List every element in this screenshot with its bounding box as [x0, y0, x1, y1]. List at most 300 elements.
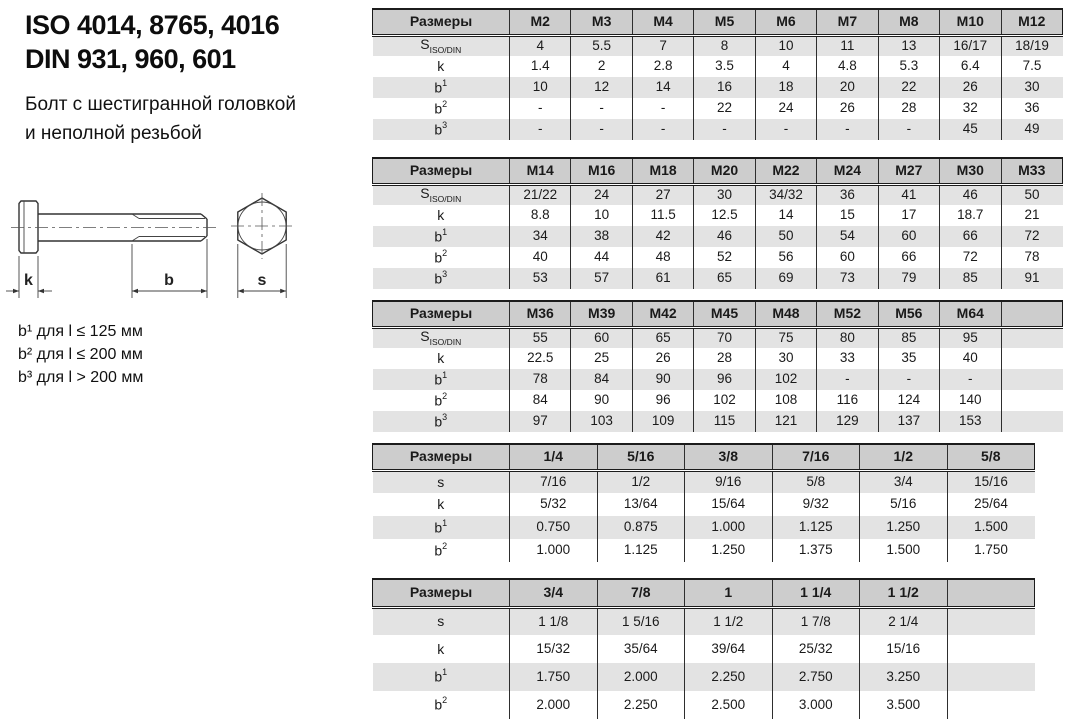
- row-label-superscript: 2: [442, 390, 448, 401]
- sizes-header-cell: Размеры: [373, 579, 510, 607]
- size-column-header: M27: [878, 158, 939, 184]
- dimension-value-cell: 11: [817, 35, 878, 56]
- size-column-header: M56: [878, 301, 939, 327]
- dimension-value-cell: 5/8: [772, 470, 860, 493]
- dimension-value-cell: 27: [632, 184, 693, 205]
- dimension-value-cell: 0.750: [510, 516, 598, 539]
- sizes-header-cell: Размеры: [373, 444, 510, 470]
- row-label-superscript: 1: [442, 667, 448, 678]
- dimension-value-cell: 20: [817, 77, 878, 98]
- s-arrow-right: [280, 289, 286, 294]
- dimension-value-cell: 102: [755, 369, 816, 390]
- dimension-row-label: k: [437, 496, 445, 513]
- size-column-header: M16: [571, 158, 632, 184]
- row-label-superscript: 3: [442, 411, 448, 422]
- dimension-value-cell: -: [571, 119, 632, 140]
- dimension-value-cell: -: [510, 119, 571, 140]
- dimension-row-label: $b^2$: [434, 695, 448, 713]
- size-column-header: M39: [571, 301, 632, 327]
- dimension-value-cell: 46: [940, 184, 1001, 205]
- dimension-row: [373, 691, 1035, 719]
- dimension-row: [373, 247, 1063, 268]
- dimension-value-cell: 2.000: [510, 691, 598, 719]
- dimension-value-cell: 78: [510, 369, 571, 390]
- dimension-value-cell: 116: [817, 390, 878, 411]
- dimension-value-cell: [1001, 327, 1063, 348]
- dimension-value-cell: 96: [694, 369, 755, 390]
- footnote-b1: b¹ для l ≤ 125 мм: [18, 323, 143, 340]
- dimension-value-cell: 84: [510, 390, 571, 411]
- size-column-header: 1 1/2: [860, 579, 948, 607]
- size-column-header: 3/4: [510, 579, 598, 607]
- dimension-value-cell: 38: [571, 226, 632, 247]
- dimension-value-cell: 40: [940, 348, 1001, 369]
- dimension-value-cell: 22: [878, 77, 939, 98]
- dimension-row: [373, 348, 1063, 369]
- dimension-value-cell: 78: [1001, 247, 1063, 268]
- row-label-superscript: 1: [442, 226, 448, 237]
- dimension-value-cell: 66: [940, 226, 1001, 247]
- dimension-value-cell: 22: [694, 98, 755, 119]
- sizes-header-cell: Размеры: [373, 158, 510, 184]
- dimension-value-cell: 7.5: [1001, 56, 1063, 77]
- dimension-row-label: k: [437, 58, 445, 75]
- dimension-row: [373, 119, 1063, 140]
- table-header-row: [373, 444, 1035, 470]
- table-header-row: [373, 301, 1063, 327]
- dimension-value-cell: 102: [694, 390, 755, 411]
- b-dimension-label: b: [164, 272, 174, 289]
- dimension-value-cell: 1.250: [685, 539, 773, 562]
- row-label-subscript: ISO/DIN: [429, 194, 462, 205]
- dimension-value-cell: 72: [1001, 226, 1063, 247]
- inch-table-3-4-to-1-1-2: [372, 578, 1035, 719]
- dimension-value-cell: 1.750: [510, 663, 598, 691]
- dimension-value-cell: 2.500: [685, 691, 773, 719]
- dimension-row: [373, 205, 1063, 226]
- b-arrow-right: [201, 289, 207, 294]
- dimension-value-cell: 34/32: [755, 184, 816, 205]
- footnote-b3: b³ для l > 200 мм: [18, 369, 144, 386]
- b-arrow-left: [132, 289, 138, 294]
- size-column-header: [947, 579, 1035, 607]
- dimension-row: [373, 539, 1035, 562]
- dimension-value-cell: -: [632, 119, 693, 140]
- s-arrow-left: [238, 289, 244, 294]
- dimension-value-cell: 2 1/4: [860, 607, 948, 635]
- size-column-header: M42: [632, 301, 693, 327]
- size-column-header: M48: [755, 301, 816, 327]
- dimension-value-cell: 1.500: [860, 539, 948, 562]
- dimension-value-cell: 84: [571, 369, 632, 390]
- dimension-row-label: $b^2$: [434, 247, 448, 266]
- dimension-value-cell: 2.250: [597, 691, 685, 719]
- table-header-row: [373, 158, 1063, 184]
- k-arrow-right: [38, 289, 44, 294]
- k-arrow-left: [13, 289, 19, 294]
- row-label-subscript: ISO/DIN: [429, 337, 462, 348]
- dimension-row: [373, 226, 1063, 247]
- dimension-value-cell: 1.000: [510, 539, 598, 562]
- dimension-row: [373, 663, 1035, 691]
- dimension-value-cell: 25: [571, 348, 632, 369]
- dimension-value-cell: 1.125: [597, 539, 685, 562]
- dimension-value-cell: 34: [510, 226, 571, 247]
- dimension-row-label: s: [373, 607, 510, 635]
- dimension-value-cell: 109: [632, 411, 693, 432]
- dimension-value-cell: 9/32: [772, 493, 860, 516]
- size-column-header: M8: [878, 9, 939, 35]
- dimension-value-cell: 61: [632, 268, 693, 289]
- dimension-value-cell: 3.5: [694, 56, 755, 77]
- row-label-superscript: 2: [442, 695, 448, 706]
- row-label-subscript: ISO/DIN: [429, 45, 462, 56]
- dimension-row-label: $b^1$: [373, 77, 510, 98]
- dimension-value-cell: 30: [1001, 77, 1063, 98]
- size-column-header: M7: [817, 9, 878, 35]
- size-column-header: M6: [755, 9, 816, 35]
- dimension-value-cell: 90: [632, 369, 693, 390]
- dimension-value-cell: 1 5/16: [597, 607, 685, 635]
- dimension-value-cell: 16: [694, 77, 755, 98]
- dimension-row: [373, 411, 1063, 432]
- dimension-value-cell: 79: [878, 268, 939, 289]
- dimension-value-cell: 50: [755, 226, 816, 247]
- dimension-value-cell: 53: [510, 268, 571, 289]
- dimension-value-cell: 30: [694, 184, 755, 205]
- size-column-header: 7/8: [597, 579, 685, 607]
- dimension-value-cell: 1.375: [772, 539, 860, 562]
- dimension-value-cell: 85: [940, 268, 1001, 289]
- dimension-value-cell: 57: [571, 268, 632, 289]
- dimension-value-cell: 103: [571, 411, 632, 432]
- dimension-value-cell: 1 7/8: [772, 607, 860, 635]
- dimension-value-cell: 15: [817, 205, 878, 226]
- table-header-row: [373, 9, 1063, 35]
- dimension-value-cell: 54: [817, 226, 878, 247]
- dimension-value-cell: 35/64: [597, 635, 685, 663]
- dimension-value-cell: [947, 635, 1035, 663]
- dimension-value-cell: 7: [632, 35, 693, 56]
- dimension-value-cell: 32: [940, 98, 1001, 119]
- dimension-value-cell: 5/32: [510, 493, 598, 516]
- dimension-row-label: $S_{ISO/DIN}$: [373, 35, 510, 56]
- dimension-value-cell: -: [817, 369, 878, 390]
- size-column-header: 1/2: [860, 444, 948, 470]
- dimension-value-cell: 17: [878, 205, 939, 226]
- row-label-superscript: 1: [442, 77, 448, 88]
- dimension-value-cell: -: [755, 119, 816, 140]
- dimension-value-cell: 1.4: [510, 56, 571, 77]
- dimension-value-cell: 6.4: [940, 56, 1001, 77]
- dimension-value-cell: 95: [940, 327, 1001, 348]
- dimension-value-cell: -: [632, 98, 693, 119]
- size-column-header: 5/16: [597, 444, 685, 470]
- row-label-superscript: 2: [442, 247, 448, 258]
- dimension-row-label: k: [437, 207, 445, 224]
- dimension-value-cell: 36: [1001, 98, 1063, 119]
- dimension-value-cell: 153: [940, 411, 1001, 432]
- dimension-value-cell: 49: [1001, 119, 1063, 140]
- dimension-value-cell: 1.750: [947, 539, 1035, 562]
- dimension-row: [373, 268, 1063, 289]
- size-column-header: M2: [510, 9, 571, 35]
- bolt-technical-drawing: [5, 186, 310, 311]
- dimension-value-cell: 12.5: [694, 205, 755, 226]
- dimension-value-cell: 30: [755, 348, 816, 369]
- dimension-row-label: $b^2$: [434, 390, 448, 409]
- sizes-header-cell: Размеры: [373, 301, 510, 327]
- bolt-head-outline: [19, 201, 38, 253]
- dimension-value-cell: 10: [571, 205, 632, 226]
- k-dimension-label: k: [24, 272, 33, 289]
- dimension-value-cell: 10: [510, 77, 571, 98]
- dimension-value-cell: -: [571, 98, 632, 119]
- dimension-value-cell: 7/16: [510, 470, 598, 493]
- row-label-superscript: 3: [442, 268, 448, 279]
- dimension-value-cell: 35: [878, 348, 939, 369]
- dimension-row: [373, 635, 1035, 663]
- dimension-value-cell: 60: [571, 327, 632, 348]
- dimension-value-cell: 8.8: [510, 205, 571, 226]
- table-header-row: [373, 579, 1035, 607]
- dimension-value-cell: 65: [632, 327, 693, 348]
- dimension-value-cell: 1 1/8: [510, 607, 598, 635]
- dimension-row: [373, 184, 1063, 205]
- size-column-header: 7/16: [772, 444, 860, 470]
- dimension-row: [373, 516, 1035, 539]
- dimension-row: [373, 35, 1063, 56]
- dimension-value-cell: 75: [755, 327, 816, 348]
- dimension-value-cell: -: [878, 369, 939, 390]
- dimension-value-cell: 73: [817, 268, 878, 289]
- row-label-superscript: 2: [442, 540, 448, 551]
- dimension-value-cell: 3.250: [860, 663, 948, 691]
- size-column-header: [1001, 301, 1063, 327]
- dimension-value-cell: 52: [694, 247, 755, 268]
- size-column-header: M45: [694, 301, 755, 327]
- dimension-value-cell: 2: [571, 56, 632, 77]
- sizes-header-cell: Размеры: [373, 9, 510, 35]
- dimension-value-cell: 91: [1001, 268, 1063, 289]
- row-label-superscript: 1: [442, 369, 448, 380]
- dimension-row-label: $b^1$: [373, 369, 510, 390]
- dimension-row-label: $b^1$: [373, 226, 510, 247]
- dimension-value-cell: 48: [632, 247, 693, 268]
- dimension-value-cell: 25/32: [772, 635, 860, 663]
- dimension-value-cell: 140: [940, 390, 1001, 411]
- row-label-superscript: 2: [442, 98, 448, 109]
- dimension-value-cell: 1.000: [685, 516, 773, 539]
- dimension-value-cell: 39/64: [685, 635, 773, 663]
- size-column-header: M64: [940, 301, 1001, 327]
- dimension-value-cell: 121: [755, 411, 816, 432]
- dimension-row-label: $b^1$: [373, 663, 510, 691]
- dimension-value-cell: 15/32: [510, 635, 598, 663]
- dimension-value-cell: [947, 607, 1035, 635]
- dimension-value-cell: 14: [632, 77, 693, 98]
- row-label-superscript: 3: [442, 119, 448, 130]
- metric-table-m2-m12: [372, 8, 1063, 140]
- dimension-value-cell: 60: [817, 247, 878, 268]
- size-column-header: M36: [510, 301, 571, 327]
- dimension-value-cell: [1001, 411, 1063, 432]
- dimension-value-cell: 45: [940, 119, 1001, 140]
- dimension-value-cell: 24: [571, 184, 632, 205]
- dimension-value-cell: 3.000: [772, 691, 860, 719]
- dimension-row-label: $b^2$: [434, 540, 448, 559]
- dimension-value-cell: 13/64: [597, 493, 685, 516]
- dimension-row: [373, 77, 1063, 98]
- dimension-value-cell: 5.3: [878, 56, 939, 77]
- size-column-header: M20: [694, 158, 755, 184]
- footnote-b2: b² для l ≤ 200 мм: [18, 346, 143, 363]
- dimension-value-cell: 80: [817, 327, 878, 348]
- size-column-header: M33: [1001, 158, 1063, 184]
- dimension-value-cell: 4: [510, 35, 571, 56]
- dimension-value-cell: 13: [878, 35, 939, 56]
- dimension-value-cell: 26: [632, 348, 693, 369]
- dimension-value-cell: 96: [632, 390, 693, 411]
- dimension-value-cell: 1 1/2: [685, 607, 773, 635]
- dimension-value-cell: 124: [878, 390, 939, 411]
- dimension-value-cell: 4.8: [817, 56, 878, 77]
- subtitle-line-1: Болт с шестигранной головкой: [25, 94, 296, 115]
- title-block: [25, 8, 279, 76]
- dimension-value-cell: 3.500: [860, 691, 948, 719]
- size-column-header: 5/8: [947, 444, 1035, 470]
- dimension-value-cell: 14: [755, 205, 816, 226]
- dimension-value-cell: 70: [694, 327, 755, 348]
- dimension-value-cell: -: [878, 119, 939, 140]
- dimension-row-label: $b^3$: [373, 411, 510, 432]
- dimension-value-cell: 36: [817, 184, 878, 205]
- dimension-value-cell: 25/64: [947, 493, 1035, 516]
- size-column-header: M18: [632, 158, 693, 184]
- dimension-row: [373, 607, 1035, 635]
- dimension-value-cell: 26: [817, 98, 878, 119]
- dimension-value-cell: 16/17: [940, 35, 1001, 56]
- dimension-value-cell: 26: [940, 77, 1001, 98]
- dimension-value-cell: -: [817, 119, 878, 140]
- dimension-value-cell: [1001, 348, 1063, 369]
- dimension-row: [373, 369, 1063, 390]
- dimension-value-cell: 18/19: [1001, 35, 1063, 56]
- dimension-row-label: $b^3$: [373, 268, 510, 289]
- dimension-value-cell: 18: [755, 77, 816, 98]
- size-column-header: M12: [1001, 9, 1063, 35]
- dimension-value-cell: 97: [510, 411, 571, 432]
- size-column-header: M52: [817, 301, 878, 327]
- dimension-value-cell: 18.7: [940, 205, 1001, 226]
- dimension-value-cell: 11.5: [632, 205, 693, 226]
- dimension-value-cell: -: [510, 98, 571, 119]
- dimension-row-label: s: [373, 470, 510, 493]
- metric-table-m36-m64: [372, 300, 1063, 432]
- dimension-row-label: k: [437, 350, 445, 367]
- dimension-value-cell: 15/16: [947, 470, 1035, 493]
- dimension-value-cell: 2.750: [772, 663, 860, 691]
- footnotes-block: [18, 320, 143, 389]
- dimension-value-cell: -: [694, 119, 755, 140]
- dimension-row-label: $b^1$: [373, 516, 510, 539]
- size-column-header: 1: [685, 579, 773, 607]
- inch-table-quarter-to-5-8: [372, 443, 1035, 562]
- dimension-value-cell: 129: [817, 411, 878, 432]
- dimension-value-cell: 1.250: [860, 516, 948, 539]
- subtitle-line-2: и неполной резьбой: [25, 123, 202, 144]
- dimension-row-label: $b^2$: [434, 98, 448, 117]
- dimension-value-cell: 33: [817, 348, 878, 369]
- dimension-value-cell: [1001, 369, 1063, 390]
- dimension-value-cell: 12: [571, 77, 632, 98]
- dimension-value-cell: [947, 663, 1035, 691]
- dimension-row-label: k: [437, 640, 445, 657]
- size-column-header: M10: [940, 9, 1001, 35]
- dimension-value-cell: 28: [878, 98, 939, 119]
- dimension-value-cell: 22.5: [510, 348, 571, 369]
- dimension-value-cell: 5.5: [571, 35, 632, 56]
- bolt-drawing-svg: [5, 186, 310, 311]
- size-column-header: M30: [940, 158, 1001, 184]
- dimension-value-cell: 55: [510, 327, 571, 348]
- page-title-iso: ISO 4014, 8765, 4016: [25, 10, 280, 40]
- dimension-value-cell: 4: [755, 56, 816, 77]
- dimension-value-cell: [1001, 390, 1063, 411]
- dimension-value-cell: 15/64: [685, 493, 773, 516]
- dimension-value-cell: 8: [694, 35, 755, 56]
- dimension-value-cell: [947, 691, 1035, 719]
- size-column-header: 1/4: [510, 444, 598, 470]
- dimension-row: [373, 56, 1063, 77]
- dimension-value-cell: 60: [878, 226, 939, 247]
- dimension-row: [373, 470, 1035, 493]
- dimension-row-label: $S_{ISO/DIN}$: [373, 327, 510, 348]
- dimension-value-cell: 46: [694, 226, 755, 247]
- dimension-value-cell: 90: [571, 390, 632, 411]
- dimension-value-cell: 1/2: [597, 470, 685, 493]
- dimension-value-cell: 41: [878, 184, 939, 205]
- dimension-value-cell: 44: [571, 247, 632, 268]
- dimension-value-cell: 66: [878, 247, 939, 268]
- dimension-value-cell: 65: [694, 268, 755, 289]
- dimension-value-cell: 108: [755, 390, 816, 411]
- size-column-header: M5: [694, 9, 755, 35]
- size-column-header: M4: [632, 9, 693, 35]
- dimension-value-cell: 69: [755, 268, 816, 289]
- dimension-value-cell: 28: [694, 348, 755, 369]
- size-column-header: M3: [571, 9, 632, 35]
- dimension-value-cell: 5/16: [860, 493, 948, 516]
- dimension-value-cell: 85: [878, 327, 939, 348]
- dimension-value-cell: -: [940, 369, 1001, 390]
- dimension-value-cell: 0.875: [597, 516, 685, 539]
- dimension-value-cell: 15/16: [860, 635, 948, 663]
- dimension-value-cell: 21: [1001, 205, 1063, 226]
- dimension-row: [373, 493, 1035, 516]
- dimension-value-cell: 115: [694, 411, 755, 432]
- dimension-value-cell: 3/4: [860, 470, 948, 493]
- dimension-value-cell: 2.250: [685, 663, 773, 691]
- dimension-value-cell: 42: [632, 226, 693, 247]
- dimension-value-cell: 2.000: [597, 663, 685, 691]
- dimension-value-cell: 24: [755, 98, 816, 119]
- dimension-value-cell: 1.125: [772, 516, 860, 539]
- s-dimension-label: s: [257, 272, 267, 289]
- size-column-header: M22: [755, 158, 816, 184]
- dimension-value-cell: 21/22: [510, 184, 571, 205]
- size-column-header: M24: [817, 158, 878, 184]
